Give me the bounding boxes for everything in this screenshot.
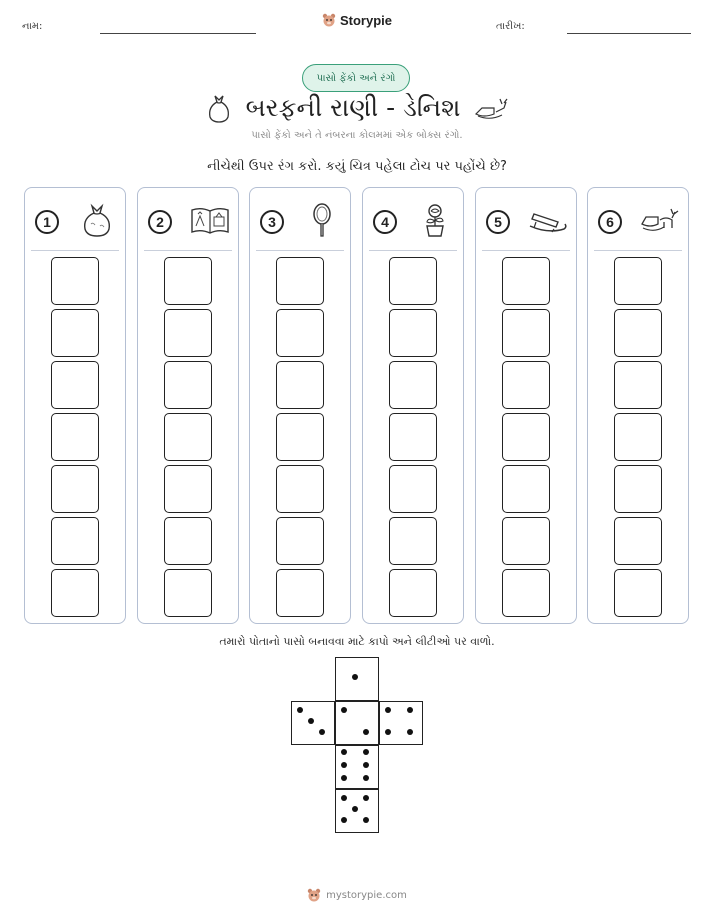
color-box[interactable] [164,465,212,513]
die-pip [363,762,369,768]
reindeer-sleigh-icon [640,202,680,242]
die-pip [363,817,369,823]
die-pip [341,795,347,801]
color-box[interactable] [389,257,437,305]
die-pip [363,795,369,801]
column-1 [24,187,126,624]
color-box[interactable] [502,257,550,305]
column-number: 1 [35,210,59,234]
color-box[interactable] [164,413,212,461]
column-number: 6 [598,210,622,234]
color-box[interactable] [502,465,550,513]
color-box[interactable] [164,517,212,565]
die-face-6 [335,745,379,789]
color-box[interactable] [502,309,550,357]
color-box[interactable] [389,517,437,565]
color-box[interactable] [502,413,550,461]
column-divider [144,250,232,251]
die-pip [407,707,413,713]
color-box[interactable] [164,569,212,617]
color-box[interactable] [164,361,212,409]
die-pip [363,775,369,781]
hand-mirror-icon [302,202,342,242]
color-box[interactable] [276,413,324,461]
column-header [486,202,568,242]
color-box[interactable] [389,569,437,617]
column-header [35,202,117,242]
page-title: બરફની રાણી - ડેનિશ [245,93,461,122]
color-box[interactable] [389,465,437,513]
subtitle: પાસો ફેંકો અને તે નંબરના કોલમમાં એક બોક્સ રંગો. [251,130,463,141]
color-box[interactable] [389,309,437,357]
color-box[interactable] [276,569,324,617]
color-box[interactable] [276,517,324,565]
brand [0,12,714,31]
column-divider [256,250,344,251]
column-header [598,202,680,242]
bear-logo-icon [307,888,321,902]
die-pip [352,806,358,812]
color-box[interactable] [51,569,99,617]
die-pip [341,775,347,781]
die-pip [341,707,347,713]
column-number: 5 [486,210,510,234]
column-divider [482,250,570,251]
color-box[interactable] [276,361,324,409]
potted-rose-icon [415,202,455,242]
sack-icon [206,93,232,123]
color-box[interactable] [276,465,324,513]
die-pip [308,718,314,724]
color-box[interactable] [614,569,662,617]
column-header [373,202,455,242]
instruction: નીચેથી ઉપર રંગ કરો. કયું ચિત્ર પહેલા ટોચ પર પહોંચે છે? [207,159,507,174]
color-box[interactable] [614,309,662,357]
column-number: 3 [260,210,284,234]
column-5 [475,187,577,624]
color-box[interactable] [164,309,212,357]
color-box[interactable] [51,517,99,565]
column-divider [594,250,682,251]
sack-icon [77,202,117,242]
die-pip [341,762,347,768]
footer-url: mystorypie.com [326,889,407,901]
die-face-1 [335,657,379,701]
column-divider [369,250,457,251]
bear-logo-icon [322,13,336,27]
color-box[interactable] [51,465,99,513]
die-pip [352,674,358,680]
die-pip [319,729,325,735]
date-line[interactable] [567,33,691,34]
footer [0,887,714,906]
die-pip [363,749,369,755]
color-box[interactable] [502,569,550,617]
name-label: નામ: [22,21,43,32]
color-box[interactable] [164,257,212,305]
color-box[interactable] [614,465,662,513]
color-box[interactable] [614,257,662,305]
color-box[interactable] [51,257,99,305]
date-label: તારીખ: [496,21,525,32]
color-box[interactable] [51,413,99,461]
color-box[interactable] [614,517,662,565]
color-box[interactable] [276,309,324,357]
color-box[interactable] [389,361,437,409]
color-box[interactable] [614,413,662,461]
die-face-2 [335,701,379,745]
die-pip [297,707,303,713]
column-2 [137,187,239,624]
column-4 [362,187,464,624]
brand-name: Storypie [339,12,392,28]
color-box[interactable] [51,309,99,357]
sled-icon [528,202,568,242]
color-box[interactable] [276,257,324,305]
die-pip [385,729,391,735]
color-box[interactable] [389,413,437,461]
die-pip [341,817,347,823]
column-3 [249,187,351,624]
die-face-4 [379,701,423,745]
name-line[interactable] [100,33,256,34]
die-pip [341,749,347,755]
die-pip [407,729,413,735]
column-header [148,202,230,242]
reindeer-sleigh-icon [474,96,508,120]
color-box[interactable] [614,361,662,409]
die-face-3 [291,701,335,745]
column-divider [31,250,119,251]
cut-instruction: તમારો પોતાનો પાસો બનાવવા માટે કાપો અને લીટીઓ પર વાળો. [219,635,495,648]
storybook-icon [190,202,230,242]
die-face-5 [335,789,379,833]
column-number: 2 [148,210,172,234]
column-header [260,202,342,242]
column-number: 4 [373,210,397,234]
die-pip [363,729,369,735]
column-6 [587,187,689,624]
color-box[interactable] [51,361,99,409]
game-tag: પાસો ફેંકો અને રંગો [302,64,410,92]
die-pip [385,707,391,713]
title-row [0,88,714,128]
color-box[interactable] [502,517,550,565]
color-box[interactable] [502,361,550,409]
